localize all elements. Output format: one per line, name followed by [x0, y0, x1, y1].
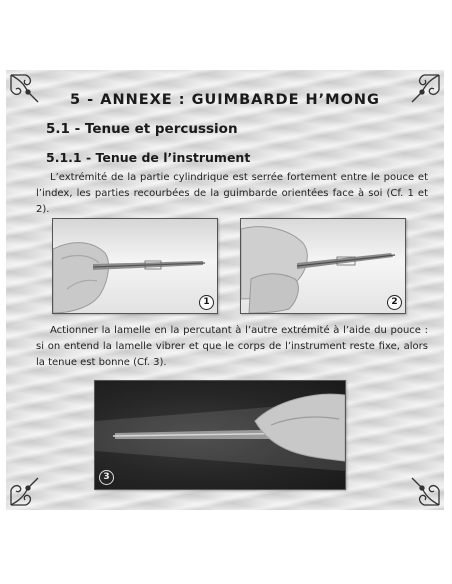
paragraph-striking: Actionner la lamelle en la percutant à l’autre extrémité à l’aide du pouce : si on entend la lamelle vibrer et que le corps de l’instrument reste fixe, alors la tenue est bonne (Cf. 3).: [36, 325, 428, 368]
corner-ornament-icon: [402, 468, 442, 508]
figure-1-photo: [52, 218, 218, 314]
figure-3-photo: [94, 380, 346, 490]
page-title: 5 - ANNEXE : GUIMBARDE H’MONG: [70, 92, 380, 108]
thumb-striking-lamella-illustration: [95, 381, 345, 489]
figure-number-badge: 2: [387, 295, 402, 310]
figure-number-badge: 3: [99, 470, 114, 485]
corner-ornament-icon: [8, 468, 48, 508]
hand-holding-jaw-harp-illustration: [241, 219, 405, 313]
figure-number-badge: 1: [199, 295, 214, 310]
section-heading: 5.1 - Tenue et percussion: [46, 121, 238, 137]
subsection-heading: 5.1.1 - Tenue de l’instrument: [46, 150, 251, 165]
hand-holding-jaw-harp-illustration: [53, 219, 217, 313]
paragraph-holding: L’extrémité de la partie cylindrique est serrée fortement entre le pouce et l’index, les parties recourbées de la guimbarde orientées face à soi (Cf. 1 et 2).: [36, 172, 428, 215]
document-page: [6, 70, 444, 510]
figure-2-photo: [240, 218, 406, 314]
